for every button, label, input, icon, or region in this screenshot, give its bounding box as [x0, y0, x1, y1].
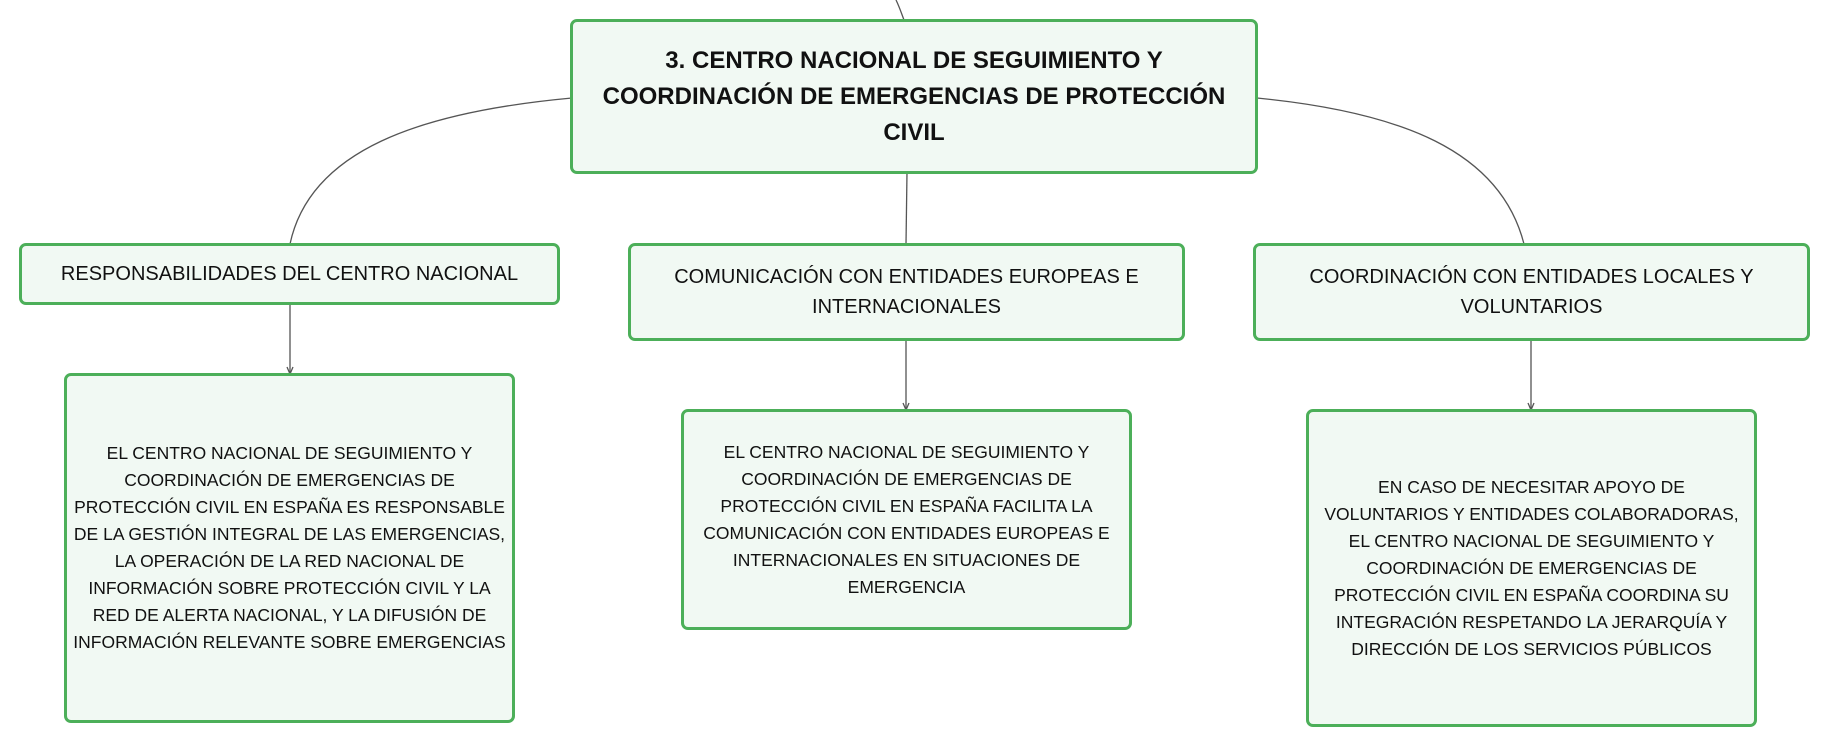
connector-root-branch-1 [290, 98, 572, 244]
connector-parent-root [896, 0, 904, 20]
detail-node-text: EL CENTRO NACIONAL DE SEGUIMIENTO Y COORDINACIÓN DE EMERGENCIAS DE PROTECCIÓN CIVIL EN ESPAÑA FACILITA LA COMUNICACIÓN CON ENTIDADES EUROPEAS E INTERNACIONALES EN SITUACIONES DE EMERGENCIA [703, 441, 1110, 597]
root-node-label: 3. CENTRO NACIONAL DE SEGUIMIENTO Y COORDINACIÓN DE EMERGENCIAS DE PROTECCIÓN CIVIL [602, 46, 1226, 146]
branch-topic-label: RESPONSABILIDADES DEL CENTRO NACIONAL [60, 263, 519, 285]
root-node[interactable] [570, 19, 1258, 174]
branch-topic-label: COMUNICACIÓN CON ENTIDADES EUROPEAS E INTERNACIONALES [674, 266, 1139, 318]
branch-topic-coordinacion[interactable] [1253, 243, 1810, 341]
branch-topic-label: COORDINACIÓN CON ENTIDADES LOCALES Y VOLUNTARIOS [1309, 266, 1754, 318]
detail-node-comunicacion[interactable] [681, 409, 1132, 630]
connector-root-branch-2 [906, 172, 907, 244]
branch-topic-comunicacion[interactable] [628, 243, 1185, 341]
detail-node-text: EL CENTRO NACIONAL DE SEGUIMIENTO Y COORDINACIÓN DE EMERGENCIAS DE PROTECCIÓN CIVIL EN ESPAÑA ES RESPONSABLE DE LA GESTIÓN INTEGRAL DE LAS EMERGENCIAS, LA OPERACIÓN DE LA RED NACIONAL DE INFORMACIÓN SOBRE PROTECCIÓN CIVIL Y LA RED DE ALERTA NACIONAL, Y LA DIFUSIÓN DE INFORMACIÓN RELEVANTE SOBRE EMERGENCIAS [73, 443, 506, 652]
branch-topic-responsabilidades[interactable] [19, 243, 560, 305]
detail-node-text: EN CASO DE NECESITAR APOYO DE VOLUNTARIOS Y ENTIDADES COLABORADORAS, EL CENTRO NACIONAL DE SEGUIMIENTO Y COORDINACIÓN DE EMERGENCIAS DE PROTECCIÓN CIVIL EN ESPAÑA COORDINA SU INTEGRACIÓN RESPETANDO LA JERARQUÍA Y DIRECCIÓN DE LOS SERVICIOS PÚBLICOS [1324, 476, 1739, 659]
detail-node-coordinacion[interactable] [1306, 409, 1757, 727]
connector-root-branch-3 [1257, 98, 1524, 244]
detail-node-responsabilidades[interactable] [64, 373, 515, 723]
